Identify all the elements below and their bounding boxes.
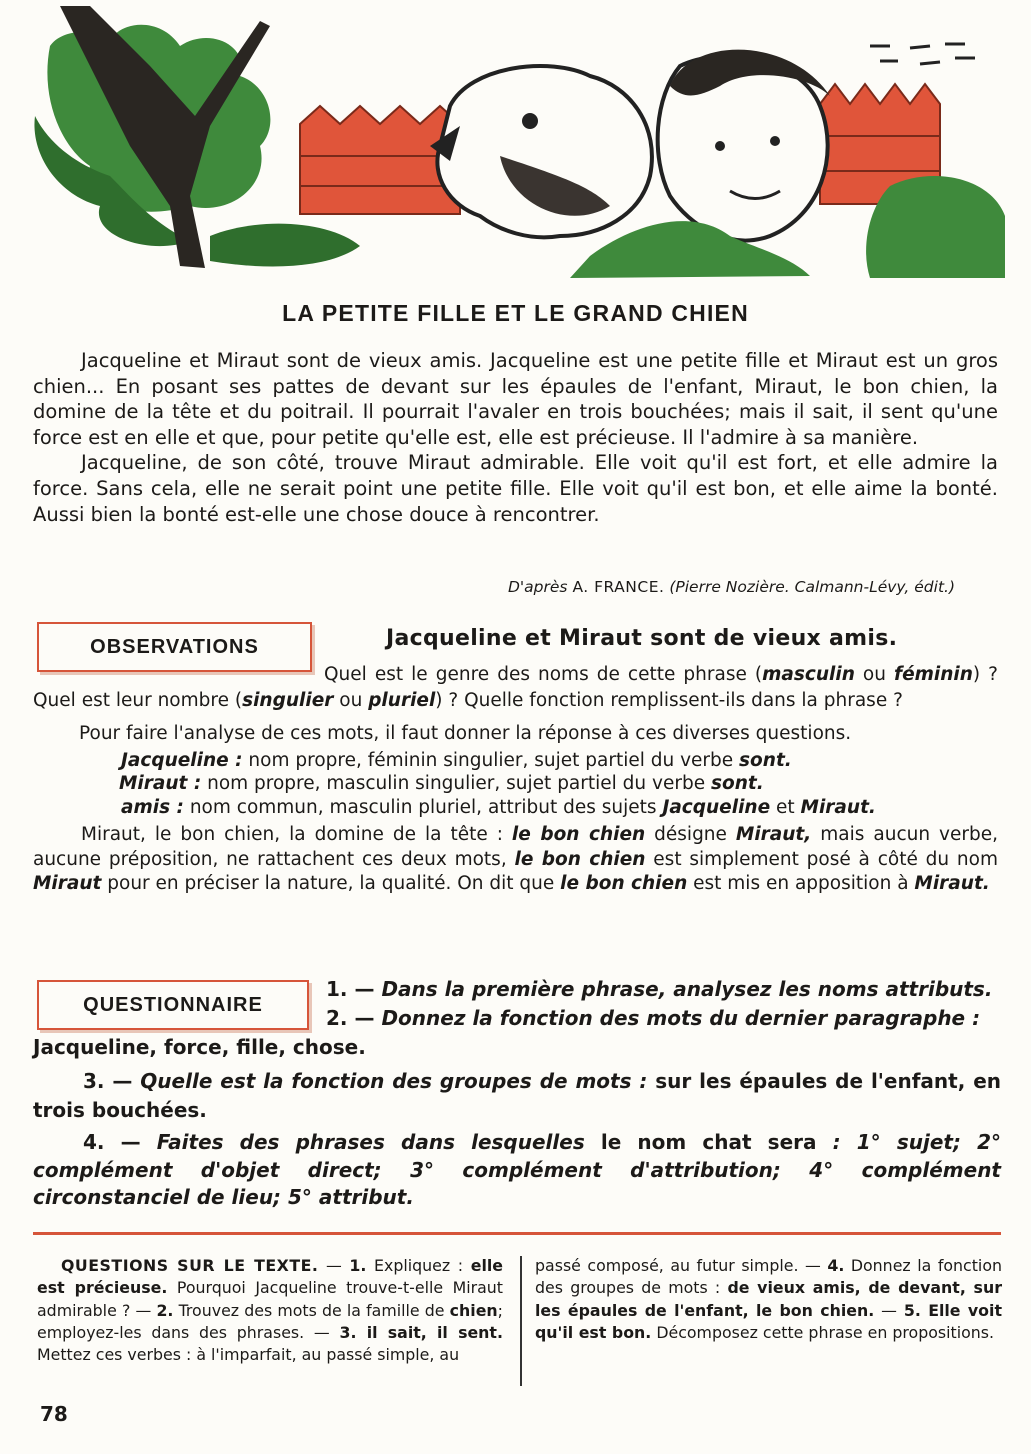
- question-3: [33, 1067, 1001, 1125]
- apposition-text: désigne: [645, 824, 736, 845]
- qt-text: Mettez ces verbes : à l'imparfait, au passé simple, au: [37, 1345, 460, 1365]
- observations-body: [33, 662, 998, 897]
- reading-paragraph-1: Jacqueline et Miraut sont de vieux amis. Jacqueline est une petite fille et Miraut est un gros chien... En posant ses pattes de devant sur les épaules de l'enfant, Miraut, le bon chien, la domine de la tête et du poitrail. Il pourrait l'avaler en trois bouchées; mais il sait, il sent qu'une force est en elle et que, pour petite qu'elle est, elle est précieuse. Il l'admire à sa manière.: [33, 349, 998, 449]
- qt-bold: il sait, il sent.: [356, 1322, 503, 1342]
- obs-q-text: ou: [854, 664, 895, 685]
- question-number: 4. —: [83, 1130, 141, 1154]
- questionnaire-label: QUESTIONNAIRE: [37, 980, 309, 1030]
- question-text: le nom chat sera: [600, 1130, 817, 1154]
- observations-question: [33, 662, 998, 713]
- qt-number: 1.: [349, 1256, 367, 1275]
- apposition-em: Miraut: [33, 873, 102, 894]
- question-text: : 1° sujet; 2° complément d'objet direct; 3° complément d'attribution; 4° complément circonstanciel de lieu; 5° attribut.: [33, 1130, 1001, 1209]
- definition-term: Jacqueline :: [121, 749, 243, 771]
- apposition-text: pour en préciser la nature, la qualité. On dit que: [101, 873, 561, 894]
- qt-text: Décomposez cette phrase en propositions.: [651, 1322, 995, 1342]
- question-text: Faites des phrases dans lesquelles: [156, 1130, 601, 1154]
- apposition-em: le bon chien: [514, 848, 646, 870]
- definition-text: nom propre, féminin singulier, sujet partiel du verbe: [242, 749, 740, 771]
- qt-text: ; employez-les dans des phrases. —: [37, 1300, 503, 1342]
- qt-bold: elle est précieuse.: [37, 1256, 503, 1298]
- reading-paragraph-2: Jacqueline, de son côté, trouve Miraut admirable. Elle voit qu'il est fort, et elle admire la force. Sans cela, elle ne serait point une petite fille. Elle voit qu'il est bon, et elle aime la bonté. Aussi bien la bonté est-elle une chose douce à rencontrer.: [33, 451, 998, 526]
- qt-text: Expliquez :: [366, 1256, 471, 1275]
- column-divider: [520, 1256, 522, 1386]
- definition-end: Jacqueline: [662, 796, 771, 818]
- obs-q-singulier: singulier: [242, 689, 334, 711]
- qt-text: —: [318, 1256, 350, 1275]
- obs-q-text: ou: [333, 689, 369, 711]
- questions-heading: QUESTIONS SUR LE TEXTE.: [61, 1256, 319, 1275]
- question-text: Dans la première phrase, analysez les noms attributs.: [381, 977, 993, 1001]
- source-citation: [508, 578, 955, 596]
- source-rest: (Pierre Nozière. Calmann-Lévy, édit.): [669, 578, 955, 596]
- question-number: 1. —: [326, 977, 375, 1001]
- qt-text: passé composé, au futur simple. —: [535, 1256, 828, 1275]
- definition-term: amis :: [121, 796, 184, 818]
- apposition-paragraph: [33, 823, 998, 897]
- observations-heading: Jacqueline et Miraut sont de vieux amis.: [386, 626, 898, 651]
- qt-text: Donnez la fonction des groupes de mots :: [535, 1256, 1002, 1298]
- questionnaire-body: [33, 975, 1001, 1212]
- apposition-em: le bon chien: [511, 824, 646, 845]
- question-text: Quelle est la fonction des groupes de mots :: [140, 1069, 648, 1093]
- apposition-text: Miraut, le bon chien, la domine de la tête :: [81, 824, 512, 845]
- apposition-text: est mis en apposition à: [687, 873, 915, 894]
- obs-q-text: ) ? Quelle fonction remplissent-ils dans la phrase ?: [435, 689, 903, 711]
- source-prefix: D'après: [507, 578, 568, 596]
- definition-item: [121, 796, 998, 820]
- definition-term: Miraut :: [119, 773, 202, 794]
- qt-number: 2.: [156, 1300, 174, 1320]
- definition-end: sont.: [739, 749, 792, 771]
- apposition-text: mais aucun verbe, aucune préposition, ne rattachent ces deux mots,: [33, 824, 998, 870]
- definitions-list: [121, 749, 998, 820]
- question-text: Donnez la fonction des mots du dernier paragraphe :: [381, 1006, 981, 1030]
- qt-text: Pourquoi Jacqueline trouve-t-elle Miraut admirable ? —: [37, 1278, 503, 1320]
- girl-and-dog-illustration-icon: [30, 6, 1005, 278]
- observations-label: OBSERVATIONS: [37, 622, 312, 672]
- definition-item: [119, 772, 998, 796]
- section-divider: [33, 1232, 1001, 1235]
- definition-end: Miraut.: [800, 796, 876, 818]
- obs-q-text: Quel est le genre des noms de cette phrase (: [324, 664, 763, 685]
- question-4: [33, 1129, 1001, 1212]
- reading-text: [33, 348, 998, 527]
- observations-instruction: Pour faire l'analyse de ces mots, il faut donner la réponse à ces diverses questions.: [79, 723, 852, 744]
- question-2-words: Jacqueline, force, fille, chose.: [33, 1035, 366, 1059]
- obs-q-text: ) ? Quel est leur nombre (: [33, 664, 999, 711]
- definition-item: [121, 749, 998, 773]
- qt-text: Trouvez des mots de la famille de: [173, 1300, 450, 1320]
- definition-text: et: [770, 796, 801, 818]
- obs-q-feminin: féminin: [894, 664, 973, 685]
- apposition-em: Miraut,: [735, 824, 812, 845]
- question-number: 3. —: [83, 1069, 133, 1093]
- question-words: sur les épaules de l'enfant, en trois bouchées.: [33, 1069, 1002, 1122]
- apposition-em: Miraut.: [914, 873, 990, 894]
- question-1: [326, 975, 1001, 1004]
- qt-bold: de vieux amis, de devant, sur les épaules de l'enfant, le bon chien.: [535, 1278, 1002, 1320]
- apposition-text: est simplement posé à côté du nom: [645, 848, 998, 870]
- qt-bold: Elle voit qu'il est bon.: [535, 1300, 1003, 1342]
- definition-end: sont.: [710, 773, 764, 794]
- qt-bold: chien: [449, 1300, 498, 1320]
- qt-number: 4.: [827, 1256, 845, 1275]
- question-2: [326, 1004, 1001, 1033]
- qt-number: 3.: [339, 1322, 357, 1342]
- qt-number: 5.: [903, 1300, 921, 1320]
- definition-text: nom commun, masculin pluriel, attribut des sujets: [183, 796, 663, 818]
- questions-column-right: [535, 1255, 1002, 1344]
- obs-q-masculin: masculin: [762, 664, 855, 685]
- qt-text: —: [874, 1300, 904, 1320]
- page-number: 78: [40, 1402, 68, 1426]
- page-title: LA PETITE FILLE ET LE GRAND CHIEN: [282, 300, 749, 326]
- apposition-em: le bon chien: [560, 873, 688, 894]
- question-number: 2. —: [326, 1006, 375, 1030]
- obs-q-pluriel: pluriel: [368, 689, 436, 711]
- source-author: A. FRANCE.: [572, 578, 665, 596]
- questions-column-left: [37, 1255, 503, 1366]
- definition-text: nom propre, masculin singulier, sujet partiel du verbe: [201, 773, 711, 794]
